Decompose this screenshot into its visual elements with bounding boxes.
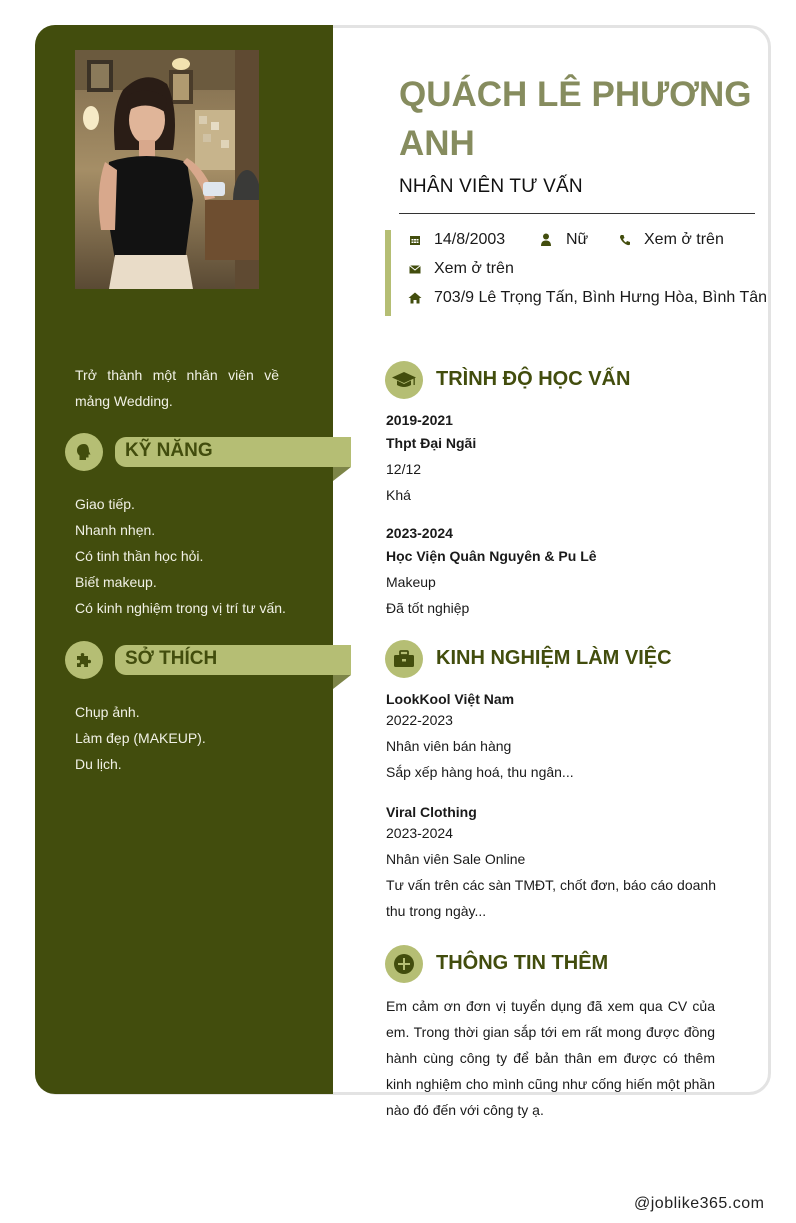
additional-icon-circle — [385, 945, 423, 983]
skill-item: Có tinh thần học hỏi. — [75, 548, 204, 564]
skills-icon-circle — [65, 433, 103, 471]
additional-title: THÔNG TIN THÊM — [436, 952, 609, 974]
experience-entry — [386, 690, 716, 785]
hobby-item: Du lịch. — [75, 756, 122, 772]
education-period: 2019-2021 — [386, 412, 453, 428]
hobbies-header — [115, 645, 351, 675]
calendar-icon — [409, 234, 421, 246]
skills-header — [115, 437, 351, 467]
phone-icon — [619, 234, 631, 246]
experience-period: 2022-2023 — [386, 712, 453, 728]
email: Xem ở trên — [434, 260, 514, 277]
additional-text: Em cảm ơn đơn vị tuyển dụng đã xem qua CV của em. Trong thời gian sắp tới em rất mong được đồng hành cùng công ty để bản thân em được có thêm kinh nghiệm cho mình cũng như cống hiến một phần nào đó đến với công ty ạ. — [386, 998, 715, 1118]
experience-description: Tư vấn trên các sàn TMĐT, chốt đơn, báo cáo doanh thu trong ngày... — [386, 877, 716, 919]
skill-item: Giao tiếp. — [75, 496, 135, 512]
address: 703/9 Lê Trọng Tấn, Bình Hưng Hòa, Bình Tân — [434, 289, 768, 306]
contact-accent-bar — [385, 230, 391, 316]
experience-entry — [386, 803, 716, 924]
skill-item: Biết makeup. — [75, 574, 157, 590]
education-icon-circle — [385, 361, 423, 399]
skills-title: KỸ NĂNG — [125, 440, 213, 461]
briefcase-icon — [393, 650, 415, 668]
career-objective: Trở thành một nhân viên về mảng Wedding. — [75, 367, 279, 409]
education-detail: 12/12 — [386, 461, 422, 477]
education-entry — [386, 411, 716, 508]
hobby-item: Làm đẹp (MAKEUP). — [75, 730, 206, 746]
person-icon — [540, 233, 552, 247]
experience-role: Nhân viên bán hàng — [386, 738, 512, 754]
hobby-item: Chụp ảnh. — [75, 704, 140, 720]
phone: Xem ở trên — [644, 231, 724, 248]
hobbies-icon-circle — [65, 641, 103, 679]
hobbies-header-fold — [333, 675, 351, 689]
skills-list — [75, 491, 286, 621]
hobbies-title: SỞ THÍCH — [125, 648, 218, 669]
education-school: Thpt Đại Ngãi — [386, 435, 477, 451]
footer-watermark: @joblike365.com — [634, 1195, 765, 1212]
experience-title: KINH NGHIỆM LÀM VIỆC — [436, 647, 672, 669]
home-icon — [408, 292, 422, 304]
birthday: 14/8/2003 — [434, 231, 506, 248]
education-title: TRÌNH ĐỘ HỌC VẤN — [436, 368, 631, 390]
education-entry — [386, 524, 716, 621]
experience-period: 2023-2024 — [386, 825, 453, 841]
gender: Nữ — [566, 231, 589, 248]
job-title: NHÂN VIÊN TƯ VẤN — [399, 176, 583, 197]
experience-company: LookKool Việt Nam — [386, 691, 515, 707]
education-school: Học Viện Quân Nguyên & Pu Lê — [386, 548, 597, 564]
education-detail: Khá — [386, 487, 411, 503]
skills-header-fold — [333, 467, 351, 481]
candidate-name: QUÁCH LÊ PHƯƠNG ANH — [399, 75, 752, 163]
puzzle-icon — [74, 650, 94, 670]
education-period: 2023-2024 — [386, 525, 453, 541]
email-icon — [409, 265, 421, 274]
experience-company: Viral Clothing — [386, 804, 477, 820]
skill-item: Nhanh nhẹn. — [75, 522, 156, 538]
header-divider — [399, 213, 755, 214]
education-detail: Đã tốt nghiệp — [386, 600, 470, 616]
experience-role: Nhân viên Sale Online — [386, 851, 526, 867]
experience-description: Sắp xếp hàng hoá, thu ngân... — [386, 764, 574, 780]
plus-circle-icon — [393, 953, 415, 975]
experience-icon-circle — [385, 640, 423, 678]
brain-head-icon — [74, 442, 94, 462]
profile-photo — [75, 50, 259, 289]
skill-item: Có kinh nghiệm trong vị trí tư vấn. — [75, 600, 286, 616]
education-detail: Makeup — [386, 574, 436, 590]
graduation-cap-icon — [391, 370, 417, 390]
hobbies-list — [75, 699, 206, 777]
